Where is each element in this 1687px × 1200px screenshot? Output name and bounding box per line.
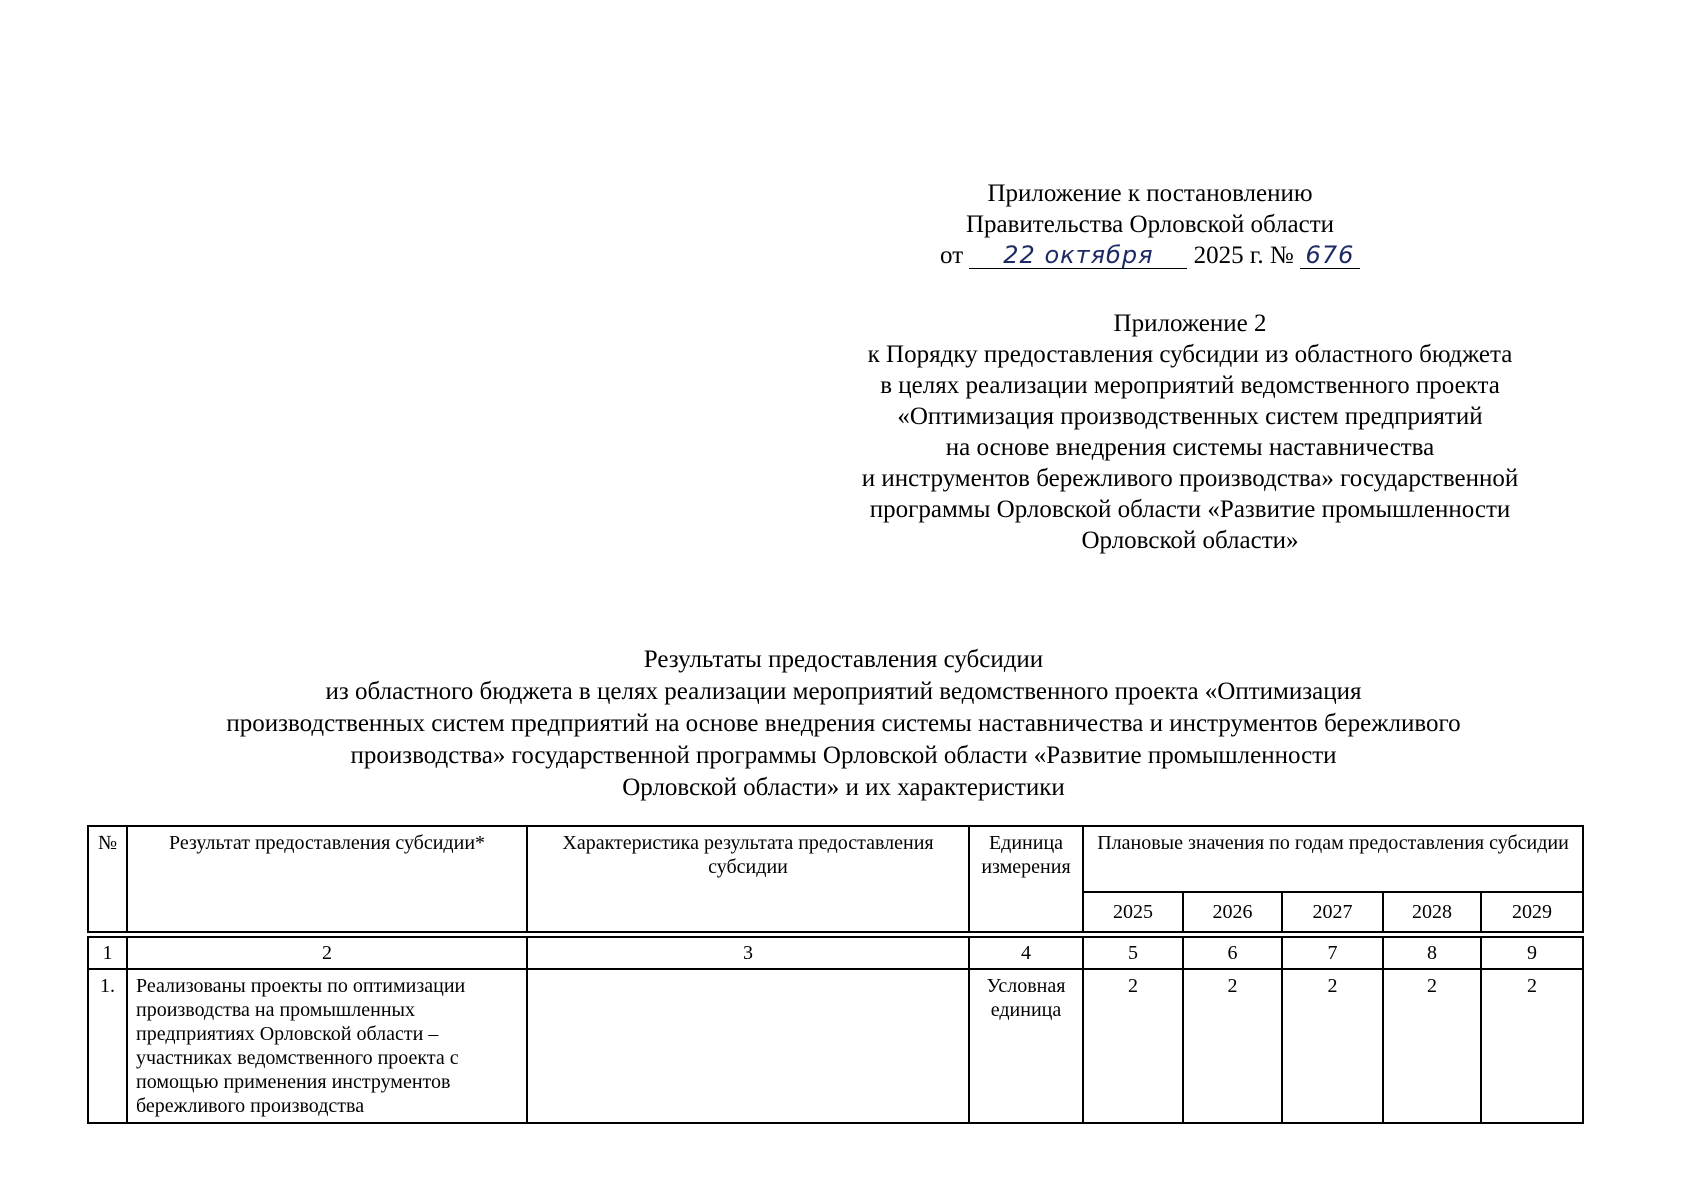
row-value-2028: 2 — [1383, 969, 1481, 1123]
column-number: 2 — [127, 937, 527, 969]
column-number: 7 — [1282, 937, 1383, 969]
header-no: № — [88, 826, 127, 932]
column-number: 6 — [1183, 937, 1282, 969]
row-result: Реализованы проекты по оптимизации производства на промышленных предприятиях Орловской области – участниках ведомственного проекта с помощью применения инструментов бережливого производства — [127, 969, 527, 1123]
annex-line: Приложение к постановлению — [987, 180, 1313, 207]
date-prefix: от — [940, 242, 964, 269]
header-unit: Единица измерения — [969, 826, 1083, 932]
row-characteristic — [527, 969, 969, 1123]
results-table — [87, 825, 1584, 1124]
table-row — [88, 969, 1583, 1123]
header-result: Результат предоставления субсидии* — [127, 826, 527, 932]
column-number: 3 — [527, 937, 969, 969]
header-year: 2025 — [1083, 892, 1183, 932]
column-number: 1 — [88, 937, 127, 969]
row-value-2026: 2 — [1183, 969, 1282, 1123]
annex-2-line: и инструментов бережливого производства» государственной — [861, 465, 1519, 492]
annex-line: Правительства Орловской области — [965, 211, 1335, 238]
title-line: из областного бюджета в целях реализации мероприятий ведомственного проекта «Оптимизация — [325, 678, 1362, 705]
annex-2-line: к Порядку предоставления субсидии из областного бюджета — [867, 341, 1513, 368]
title-line: производственных систем предприятий на основе внедрения системы наставничества и инструментов бережливого — [226, 710, 1461, 737]
header-year: 2026 — [1183, 892, 1282, 932]
header-year: 2029 — [1481, 892, 1583, 932]
title-line: Результаты предоставления субсидии — [643, 646, 1044, 673]
annex-2-line: на основе внедрения системы наставничества — [945, 434, 1435, 461]
column-number: 4 — [969, 937, 1083, 969]
row-value-2025: 2 — [1083, 969, 1183, 1123]
handwritten-number: 676 — [1300, 242, 1360, 269]
header-planned-values: Плановые значения по годам предоставления субсидии — [1083, 826, 1583, 892]
title-line: производства» государственной программы Орловской области «Развитие промышленности — [350, 742, 1337, 769]
annex-date-line — [900, 240, 1400, 271]
row-number: 1. — [88, 969, 127, 1123]
handwritten-date: 22 октября — [969, 242, 1187, 269]
annex-header — [900, 178, 1400, 271]
row-value-2029: 2 — [1481, 969, 1583, 1123]
annex-2-line: «Оптимизация производственных систем предприятий — [897, 403, 1483, 430]
column-number: 5 — [1083, 937, 1183, 969]
header-characteristic: Характеристика результата предоставления субсидии — [527, 826, 969, 932]
title-line: Орловской области» и их характеристики — [622, 774, 1065, 801]
annex-2-line: Орловской области» — [1081, 527, 1299, 554]
annex-2-header — [770, 308, 1610, 556]
header-year: 2028 — [1383, 892, 1481, 932]
document-title — [60, 644, 1627, 804]
column-numbers-row — [88, 937, 1583, 969]
annex-2-line: Приложение 2 — [1113, 310, 1267, 337]
table-header-row — [88, 826, 1583, 892]
year-and-number-label: 2025 г. № — [1193, 242, 1294, 269]
row-unit: Условная единица — [969, 969, 1083, 1123]
header-year: 2027 — [1282, 892, 1383, 932]
column-number: 8 — [1383, 937, 1481, 969]
annex-2-line: программы Орловской области «Развитие промышленности — [869, 496, 1511, 523]
annex-2-line: в целях реализации мероприятий ведомственного проекта — [880, 372, 1500, 399]
column-number: 9 — [1481, 937, 1583, 969]
row-value-2027: 2 — [1282, 969, 1383, 1123]
